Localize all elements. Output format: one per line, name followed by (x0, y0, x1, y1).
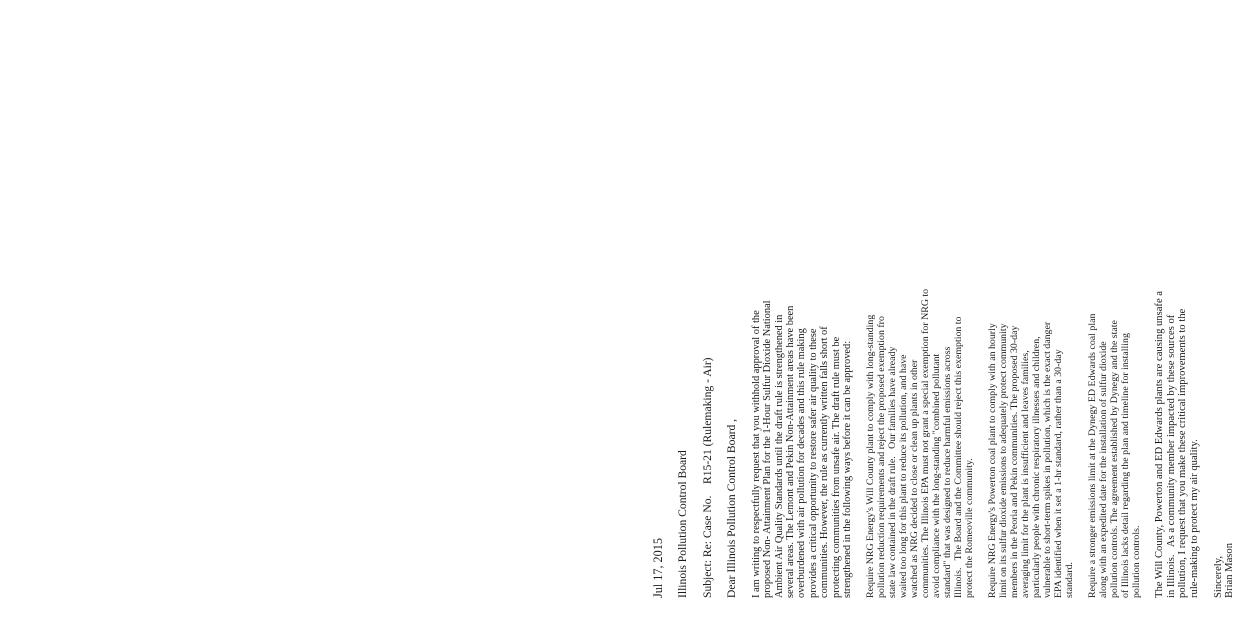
paragraph-line: Require NRG Energy's Will County plant to comply with long-standing (865, 314, 877, 598)
paragraph-line: communities. The Illinois EPA must not grant a special exemption for NRG to (920, 288, 932, 598)
paragraph-line: Require NRG Energy's Powerton coal plant to comply with an hourly (987, 323, 999, 598)
paragraph-line: Illinois. The Board and the Committee should reject this exemption to (953, 316, 965, 598)
spacer (975, 18, 987, 598)
paragraph-line: vulnerable to short-term spikes in pollution, which is the exact danger (1042, 321, 1054, 598)
paragraph-line: protect the Romeoville community. (964, 458, 976, 598)
spacer (739, 18, 751, 598)
paragraph-line: of Illinois lacks detail regarding the plan and timeline for installing (1120, 333, 1132, 598)
paragraph-line: standard. (1064, 562, 1076, 598)
spacer (1075, 18, 1087, 598)
letter-recipient: Illinois Pollution Control Board (676, 450, 689, 598)
paragraph-line: proposed Non- Attainment Plan for the 1-Hour Sulfur Dioxide National (762, 300, 774, 598)
spacer (690, 18, 702, 598)
rotated-letter (652, 18, 1236, 598)
paragraph-line: pollution controls. The agreement established by Dynegy and the state (1109, 320, 1121, 598)
paragraph-line: watched as NRG decided to close or clean up plants in other (909, 359, 921, 598)
paragraph-line: in Illinois. As a community member impacted by these sources of (1165, 314, 1177, 598)
paragraph-will-county (865, 18, 975, 598)
signature-name: Brian Mason (1224, 542, 1236, 598)
paragraph-line: particularly people with chronic respiratory illnesses and children, (1031, 336, 1043, 598)
closing-text: Sincerely, (1212, 556, 1224, 598)
paragraph-line: EPA identified when it set a 1-hr standard, rather than a 30-day (1053, 349, 1065, 598)
paragraph-line: provides a critical opportunity to restore safer air quality to these (807, 328, 819, 598)
paragraph-powerton (987, 18, 1075, 598)
paragraph-withhold-approval (751, 18, 854, 598)
paragraph-line: standard" that was designed to reduce harmful emissions across (942, 346, 954, 598)
paragraph-line: pollution controls. (1131, 525, 1143, 598)
paragraph-line: rule-making to protect my air quality. (1189, 439, 1201, 598)
paragraph-ed-edwards (1087, 18, 1142, 598)
paragraph-line: pollution reduction requirements and reject the proposed exemption fro (876, 316, 888, 598)
spacer (1201, 18, 1213, 598)
letter-salutation: Dear Illinois Pollution Control Board , (725, 418, 739, 598)
paragraph-closing-request (1154, 18, 1200, 598)
paragraph-line: protecting communities from unsafe air. The draft rule must be (830, 336, 842, 598)
paragraph-line: state law contained in the draft rule. Our families have already (887, 346, 899, 598)
paragraph-line: I am writing to respectfully request that you withhold approval of the (750, 310, 762, 598)
paragraph-line: The Will County, Powerton and ED Edwards plants are causing unsafe a (1154, 290, 1166, 598)
paragraph-line: along with an expedited date for the installation of sulfur dioxide (1098, 341, 1110, 598)
spacer (853, 18, 865, 598)
spacer (1142, 18, 1154, 598)
paragraph-line: communities. However, the rule as currently written falls short of (819, 326, 831, 598)
paragraph-line: members in the Peoria and Pekin communities. The proposed 30-day (1009, 325, 1021, 598)
paragraph-line: Ambient Air Quality Standards until the draft rule is strengthened in (773, 314, 785, 598)
paragraph-line: limit on its sulfur dioxide emissions to adequately protect community (998, 323, 1010, 598)
signature-block (1213, 18, 1236, 598)
paragraph-line: several areas. The Lemont and Pekin Non-Attainment areas have been (784, 305, 796, 598)
paragraph-line: overburdened with air pollution for decades and this rule making (796, 328, 808, 598)
paragraph-line: waited too long for this plant to reduce its pollution, and have (898, 354, 910, 598)
paragraph-line: strengthened in the following ways before it can be approved: (841, 340, 853, 598)
paragraph-line: averaging limit for the plant is insufficient and leaves families, (1020, 350, 1032, 598)
letter-date: Jul 17, 2015 (651, 538, 665, 598)
paragraph-line: avoid compliance with the long-standing "combined pollutant (931, 353, 943, 598)
paragraph-line: pollution, I request that you make these critical improvements to the (1177, 308, 1189, 598)
paragraph-line: Require a stronger emissions limit at the Dynegy ED Edwards coal plan (1087, 313, 1099, 598)
letter-subject: Subject: Re: Case No. R15-21 (Rulemaking - Air) (700, 357, 714, 598)
